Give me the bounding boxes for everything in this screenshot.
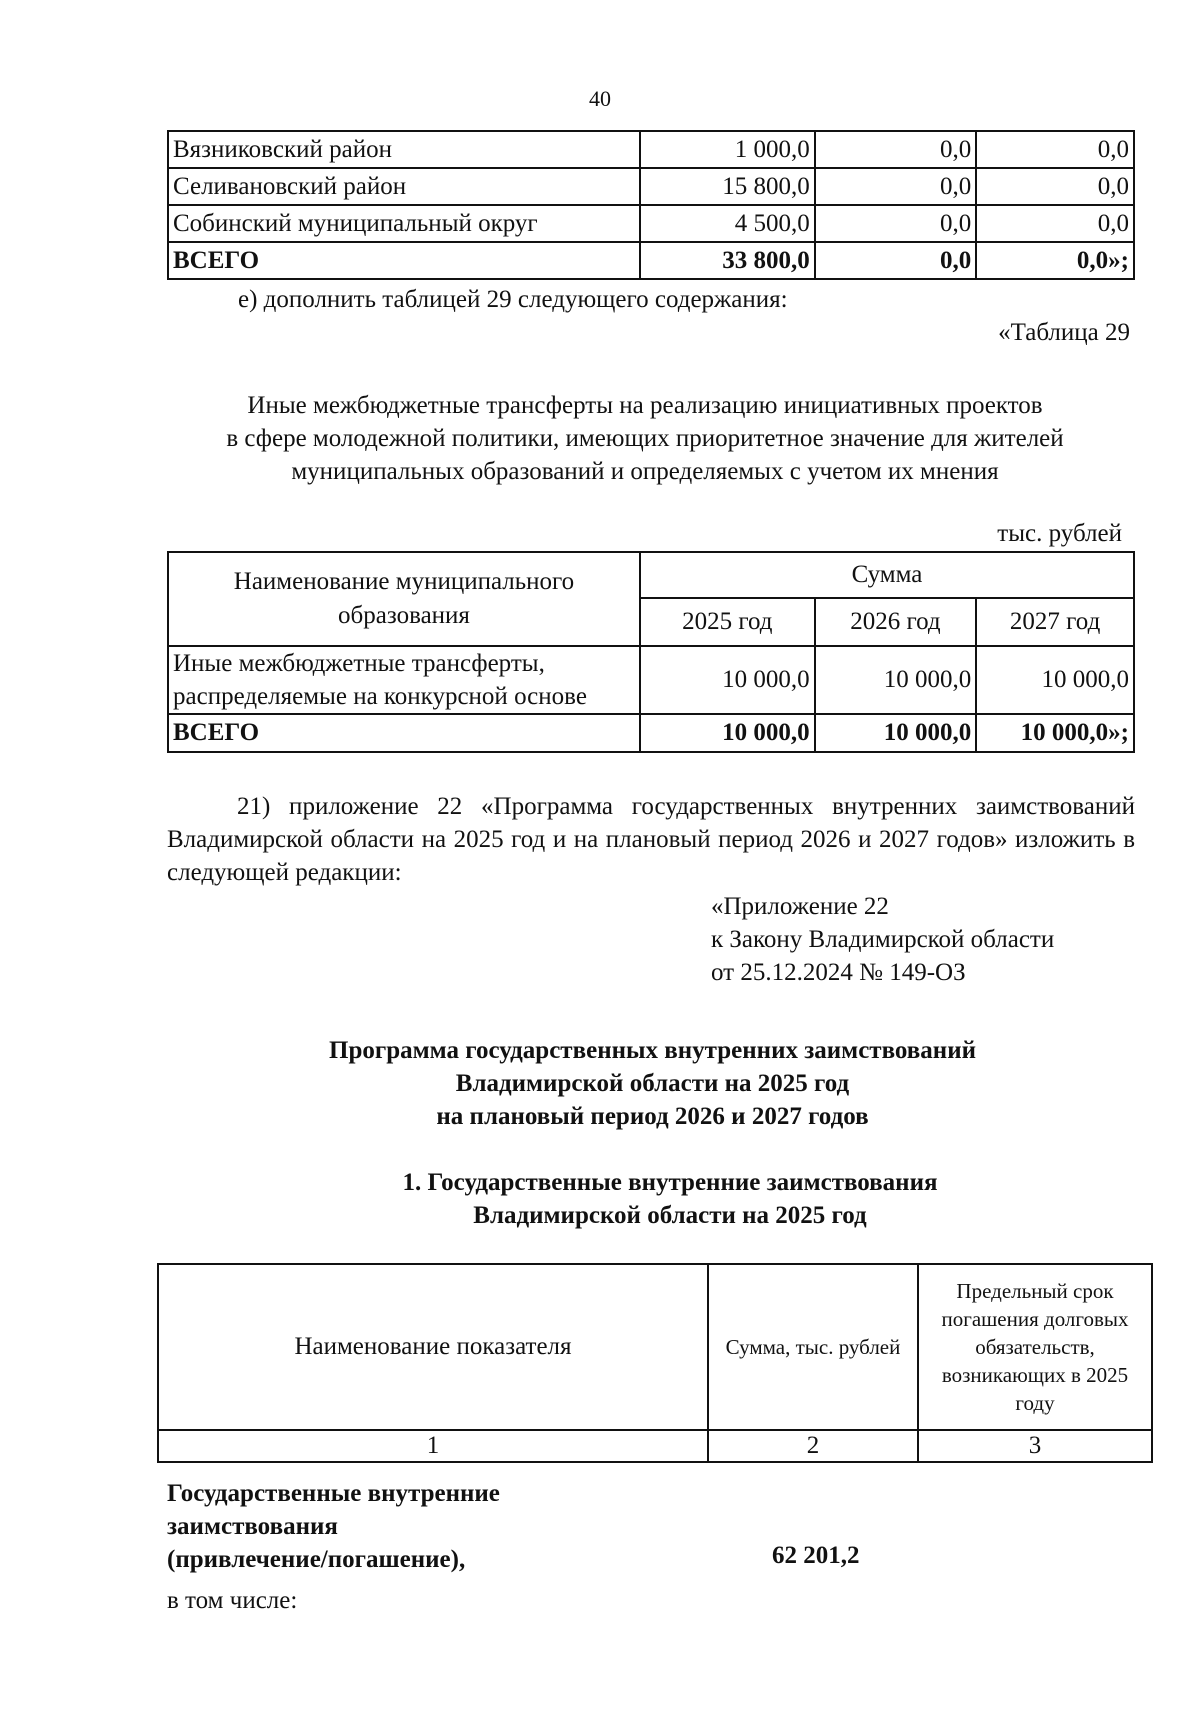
table-29: [167, 551, 1135, 753]
value-2026: 0,0: [815, 168, 977, 205]
header-term: Предельный срок погашения долговых обязательств, возникающих в 2025 году: [918, 1264, 1152, 1430]
districts-table: [167, 130, 1135, 280]
label-line: заимствования: [167, 1513, 338, 1540]
total-label: ВСЕГО: [168, 714, 640, 752]
header-year-2026: 2026 год: [815, 598, 977, 646]
paragraph-21: [167, 790, 1135, 889]
title-line: на плановый период 2026 и 2027 годов: [436, 1103, 869, 1130]
total-2025: 33 800,0: [640, 242, 815, 279]
title-line: Владимирской области на 2025 год: [455, 1070, 850, 1097]
value-2025: 4 500,0: [640, 205, 815, 242]
title-line: Иные межбюджетные трансферты на реализацию инициативных проектов: [247, 392, 1043, 419]
value-2027: 0,0: [976, 131, 1134, 168]
header-sum: Сумма: [640, 552, 1134, 598]
table-row: [168, 168, 1134, 205]
label-line: (привлечение/погашение),: [167, 1546, 466, 1573]
district-name: Селивановский район: [168, 168, 640, 205]
value-2025: 1 000,0: [640, 131, 815, 168]
header-year-2025: 2025 год: [640, 598, 815, 646]
value-2025: 15 800,0: [640, 168, 815, 205]
value-2027: 10 000,0: [976, 646, 1134, 714]
title-line: Владимирской области на 2025 год: [473, 1202, 867, 1229]
program-title: [0, 1034, 1200, 1133]
borrowing-value: 62 201,2: [772, 1542, 860, 1569]
value-2027: 0,0: [976, 168, 1134, 205]
total-label: ВСЕГО: [168, 242, 640, 279]
value-2026: 0,0: [815, 131, 977, 168]
table-row: [168, 646, 1134, 714]
borrowing-label: [167, 1477, 500, 1576]
appendix-block: [711, 890, 1054, 989]
header-sum: Сумма, тыс. рублей: [708, 1264, 918, 1430]
column-index: 2: [708, 1430, 918, 1462]
paragraph-e: е) дополнить таблицей 29 следующего содержания:: [238, 286, 788, 313]
value-2027: 0,0: [976, 205, 1134, 242]
total-2026: 0,0: [815, 242, 977, 279]
header-year-2027: 2027 год: [976, 598, 1134, 646]
table-29-title: [150, 389, 1140, 488]
including-label: в том числе:: [167, 1587, 298, 1614]
table-row: [168, 205, 1134, 242]
title-line: муниципальных образований и определяемых с учетом их мнения: [291, 458, 999, 485]
table-29-caption: «Таблица 29: [998, 319, 1130, 346]
section-title: [360, 1166, 980, 1232]
page-number: 40: [589, 86, 611, 111]
value-2026: 0,0: [815, 205, 977, 242]
column-index: 1: [158, 1430, 708, 1462]
district-name: Собинский муниципальный округ: [168, 205, 640, 242]
title-line: 1. Государственные внутренние заимствования: [402, 1169, 938, 1196]
total-2027: 10 000,0»;: [976, 714, 1134, 752]
district-name: Вязниковский район: [168, 131, 640, 168]
paragraph-21-text: 21) приложение 22 «Программа государственных внутренних заимствований Владимирской области на 2025 год и на плановый период 2026 и 2027 годов» изложить в следующей редакции:: [167, 793, 1135, 886]
appendix-line: к Закону Владимирской области: [711, 926, 1055, 953]
value-2026: 10 000,0: [815, 646, 977, 714]
borrowing-table: [157, 1263, 1153, 1463]
total-2025: 10 000,0: [640, 714, 815, 752]
row-name: Иные межбюджетные трансферты, распределяемые на конкурсной основе: [168, 646, 640, 714]
appendix-line: «Приложение 22: [711, 893, 889, 920]
header-name: Наименование муниципального образования: [168, 552, 640, 646]
table-row: [168, 131, 1134, 168]
title-line: в сфере молодежной политики, имеющих приоритетное значение для жителей: [226, 425, 1064, 452]
appendix-line: от 25.12.2024 № 149-ОЗ: [711, 959, 966, 986]
total-2027: 0,0»;: [976, 242, 1134, 279]
total-2026: 10 000,0: [815, 714, 977, 752]
value-2025: 10 000,0: [640, 646, 815, 714]
column-index: 3: [918, 1430, 1152, 1462]
title-line: Программа государственных внутренних заимствований: [329, 1037, 976, 1064]
unit-label: тыс. рублей: [997, 520, 1122, 547]
total-row: [168, 714, 1134, 752]
total-row: [168, 242, 1134, 279]
label-line: Государственные внутренние: [167, 1480, 500, 1507]
header-indicator-name: Наименование показателя: [158, 1264, 708, 1430]
